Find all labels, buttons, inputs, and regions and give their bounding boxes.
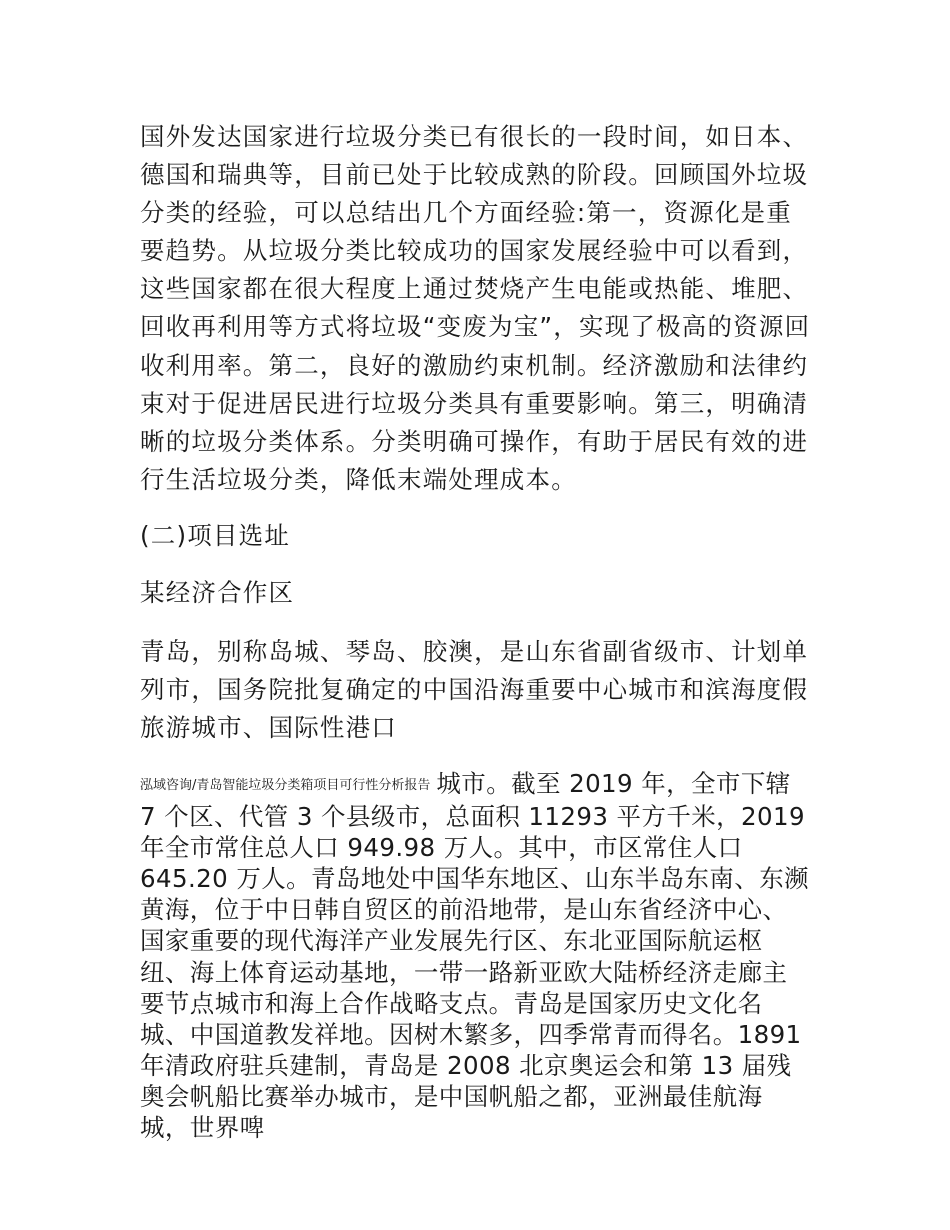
paragraph-international-experience: 国外发达国家进行垃圾分类已有很长的一段时间，如日本、德国和瑞典等，目前已处于比较成熟的阶段。回顾国外垃圾分类的经验，可以总结出几个方面经验:第一，资源化是重要趋势。从垃圾分类比较成功的国家发展经验中可以看到，这些国家都在很大程度上通过焚烧产生电能或热能、堆肥、回收再利用等方式将垃圾“变废为宝”，实现了极高的资源回收利用率。第二，良好的激励约束机制。经济激励和法律约束对于促进居民进行垃圾分类具有重要影响。第三，明确清晰的垃圾分类体系。分类明确可操作，有助于居民有效的进行生活垃圾分类，降低末端处理成本。: [140, 122, 811, 494]
document-page: [140, 118, 812, 1143]
paragraph-qingdao-continued: [140, 768, 812, 1143]
running-header: 泓域咨询/青岛智能垃圾分类箱项目可行性分析报告: [140, 777, 431, 793]
paragraph-continued-text: 城市。截至 2019 年，全市下辖 7 个区、代管 3 个县级市，总面积 11293 平方千米，2019 年全市常住总人口 949.98 万人。其中，市区常住人口 645.20 万人。青岛地处中国华东地区、山东半岛东南、东濒黄海，位于中日韩自贸区的前沿地带，是山东省经济中心、国家重要的现代海洋产业发展先行区、东北亚国际航运枢纽、海上体育运动基地，一带一路新亚欧大陆桥经济走廊主要节点城市和海上合作战略支点。青岛是国家历史文化名城、中国道教发祥地。因树木繁多，四季常青而得名。1891 年清政府驻兵建制，青岛是 2008 北京奥运会和第 13 届残奥会帆船比赛举办城市，是中国帆船之都，亚洲最佳航海城，世界啤: [140, 768, 810, 1142]
section-heading-project-site: (二)项目选址: [140, 520, 291, 550]
zone-heading: 某经济合作区: [140, 577, 295, 607]
paragraph-qingdao-intro: 青岛，别称岛城、琴岛、胶澳，是山东省副省级市、计划单列市，国务院批复确定的中国沿海重要中心城市和滨海度假旅游城市、国际性港口: [140, 636, 809, 742]
